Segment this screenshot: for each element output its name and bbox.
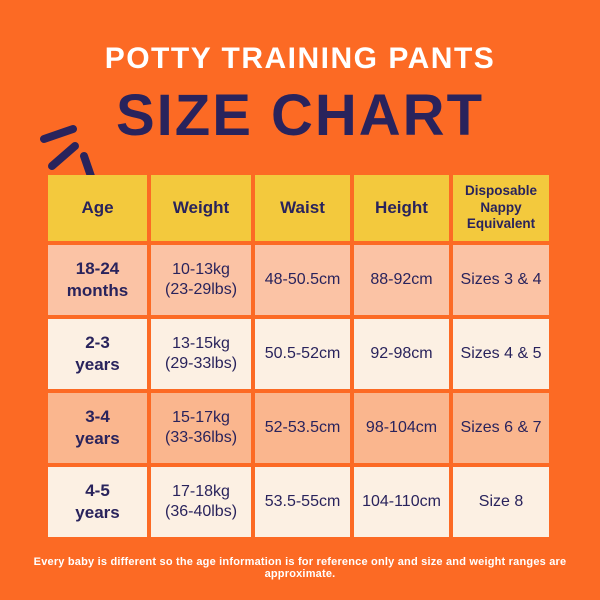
height-cell: 88-92cm — [354, 245, 449, 315]
age-cell — [48, 245, 147, 315]
page-title: SIZE CHART — [116, 83, 484, 148]
weight-line2: (29-33lbs) — [164, 355, 238, 372]
weight-line1: 13-15kg — [172, 335, 230, 352]
height-cell: 92-98cm — [354, 319, 449, 389]
column-header-height: Height — [354, 175, 449, 241]
age-line1: 3-4 — [85, 406, 110, 426]
age-cell — [48, 319, 147, 389]
disclaimer-note: Every baby is different so the age information is for reference only and size and weight ranges are approximate. — [33, 556, 567, 580]
nappy-cell: Sizes 4 & 5 — [453, 319, 549, 389]
weight-line1: 10-13kg — [172, 261, 230, 278]
age-line2: years — [75, 429, 120, 448]
page-subtitle: POTTY TRAINING PANTS — [104, 42, 496, 75]
column-header-weight: Weight — [151, 175, 251, 241]
age-line2: years — [75, 355, 120, 374]
weight-line2: (36-40lbs) — [164, 503, 238, 520]
nappy-cell: Size 8 — [453, 467, 549, 537]
weight-cell — [151, 319, 251, 389]
height-cell: 98-104cm — [354, 393, 449, 463]
waist-cell: 50.5-52cm — [255, 319, 350, 389]
column-header-age: Age — [48, 175, 147, 241]
nappy-cell: Sizes 6 & 7 — [453, 393, 549, 463]
weight-line1: 15-17kg — [172, 409, 230, 426]
weight-cell — [151, 467, 251, 537]
weight-line2: (23-29lbs) — [164, 281, 238, 298]
weight-cell — [151, 393, 251, 463]
age-line1: 4-5 — [85, 480, 110, 500]
height-cell: 104-110cm — [354, 467, 449, 537]
age-line2: years — [75, 503, 120, 522]
weight-cell — [151, 245, 251, 315]
age-line2: months — [66, 281, 129, 300]
weight-line2: (33-36lbs) — [164, 429, 238, 446]
waist-cell: 53.5-55cm — [255, 467, 350, 537]
age-cell — [48, 393, 147, 463]
age-line1: 18-24 — [75, 258, 120, 278]
size-chart-table — [48, 175, 549, 537]
waist-cell: 48-50.5cm — [255, 245, 350, 315]
weight-line1: 17-18kg — [172, 483, 230, 500]
column-header-waist: Waist — [255, 175, 350, 241]
age-line1: 2-3 — [85, 332, 110, 352]
nappy-cell: Sizes 3 & 4 — [453, 245, 549, 315]
column-header-nappy-equivalent: Disposable Nappy Equivalent — [453, 175, 549, 241]
age-cell — [48, 467, 147, 537]
waist-cell: 52-53.5cm — [255, 393, 350, 463]
